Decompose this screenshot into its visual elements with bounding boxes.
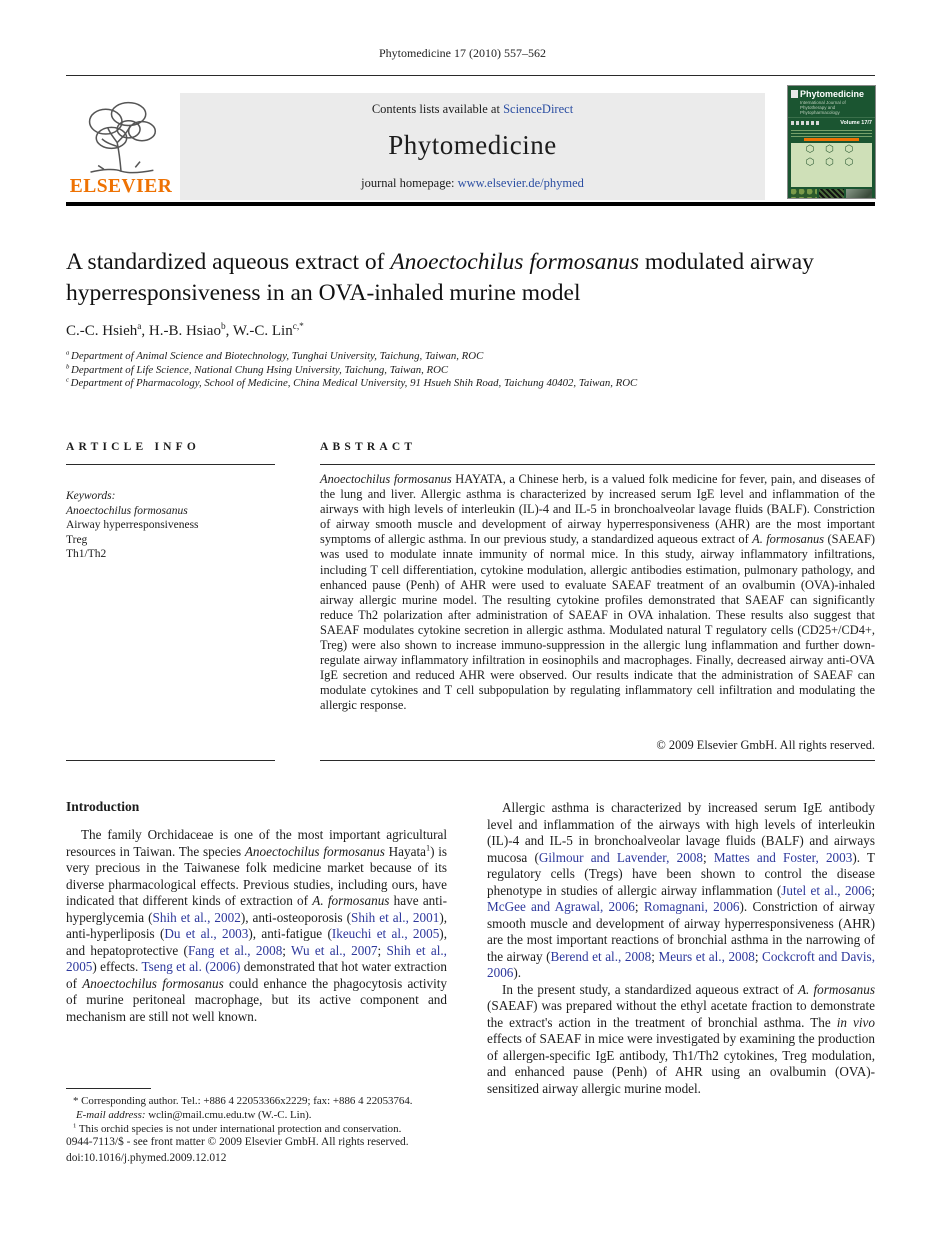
text-segment: Department of Animal Science and Biotechnology, Tunghai University, Taichung, Taiwan, ROC (71, 350, 484, 362)
cover-text-stripes (791, 129, 872, 137)
text-segment: a (66, 349, 72, 357)
cover-volume: Volume 17/7 (840, 120, 872, 126)
article-info-bottom-rule (66, 760, 275, 761)
intro-paragraph-right-1 (487, 800, 875, 982)
citation-link[interactable]: Jutel et al., 2006 (781, 882, 872, 898)
citation-link[interactable]: Shih et al., 2002 (152, 909, 241, 925)
contents-prefix: Contents lists available at (371, 102, 504, 116)
keywords-label: Keywords: (66, 490, 116, 502)
cover-chemistry-art: ⬡ ⬡ ⬡ ⬡ ⬡ ⬡ (791, 143, 872, 187)
text-segment: Allergic asthma is characterized by increased serum IgE antibody level and inflammation of the airways with high levels of interleukin (IL)-4 and IL-5 in bronchoalveolar lavage fluids (BALF) and airways mucosa ( (487, 800, 875, 865)
cover-imprint-bars (791, 121, 821, 125)
text-segment: ; (871, 882, 875, 898)
section-heading-introduction: Introduction (66, 799, 140, 814)
intro-paragraph-right-2 (487, 982, 875, 1098)
citation-link[interactable]: Shih et al., 2005 (66, 942, 447, 974)
text-segment: The family Orchidaceae is one of the most important agricultural resources in Taiwan. The species (66, 827, 447, 859)
cover-photo-specimen (846, 189, 872, 199)
text-segment: , H.-B. Hsiao (141, 323, 221, 339)
citation-link[interactable]: Gilmour and Lavender, 2008 (538, 849, 703, 865)
text-segment: Anoectochilus formosanus (244, 843, 385, 859)
journal-banner (180, 93, 765, 200)
text-segment: (SAEAF) was prepared without the ethyl acetate fraction to demonstrate the extract's action in the treatment of bronchial asthma. The (487, 998, 875, 1030)
citation-link[interactable]: Fang et al., 2008 (187, 942, 283, 958)
text-segment: Department of Pharmacology, School of Medicine, China Medical University, 91 Hsueh Shih Road, Taichung 40402, Taiwan, ROC (70, 377, 638, 389)
citation-link[interactable]: Du et al., 2003 (164, 926, 249, 941)
citation-link[interactable]: Shih et al., 2001 (351, 909, 440, 925)
text-segment: b (220, 322, 226, 332)
cover-photo-strip (791, 189, 872, 199)
elsevier-wordmark: ELSEVIER (69, 176, 173, 197)
text-segment: demonstrated that hot water extraction of (66, 959, 447, 991)
sciencedirect-link[interactable]: ScienceDirect (503, 102, 574, 116)
cover-photo-plant (791, 189, 817, 199)
text-segment: ). Constriction of airway smooth muscle and development of airway hyperresponsiveness (AHR) are the most important reactions of bronchial asthma in the narrowing of the airway ( (487, 899, 875, 964)
citation-link[interactable]: Ikeuchi et al., 2005 (331, 926, 440, 941)
running-head-citation: Phytomedicine 17 (2010) 557–562 (379, 46, 546, 60)
affiliation-c (66, 377, 846, 391)
intro-paragraph-left (66, 827, 447, 1025)
intro-right-column (487, 800, 875, 1097)
contents-line (180, 102, 765, 117)
journal-homepage-link[interactable]: www.elsevier.de/phymed (457, 176, 584, 190)
text-segment: have anti-hyperglycemia ( (66, 893, 447, 925)
text-segment: ), and hepatoprotective ( (66, 926, 447, 958)
text-segment: ; (634, 899, 644, 914)
footnotes-block (66, 1094, 486, 1136)
masthead-rule (66, 75, 875, 76)
text-segment: , W.-C. Lin (225, 323, 293, 339)
text-segment: A standardized aqueous extract of (66, 249, 391, 275)
text-segment: in vivo (836, 1014, 875, 1030)
abstract-bottom-rule (320, 760, 875, 761)
text-segment: Th1/Th2 (66, 548, 107, 560)
text-segment: (SAEAF) was used to modulate innate immunity of normal mice. In this study, airway inflammatory infiltrations, including T cell differentiation, cytokine modulation, allergic antibodies estimation, pulmonary pathology, and enhanced pause (Penh) of AHR were used to evaluate SAEAF treatment of an ovalbumin (OVA)-inhaled airway allergic murine model. The resulting cytokine profiles demonstrated that SAEAF can significantly reduce Th2 polarization after administration of SAEAF in OVA inhalation. These results also suggest that SAEAF modulates cytokine secretion in allergic asthma. Modulated natural T regulatory cells (CD25+/CD4+, Treg) were also shown to increase immuno-suppression in the allergic lung inflammation and further down-regulate airway inflammatory infiltration in eosinophils and macrophages. Finally, decreased airway anti-OVA IgE secretion and reduced AHR were observed. Our results indicate that the administration of SAEAF can modulate cytokines and T cell subpopulation by regulating inflammatory cell infiltration and modulating the allergic response. (320, 532, 875, 713)
abstract-heading: ABSTRACT (320, 441, 417, 453)
text-segment: Anoectochilus formosanus (390, 249, 640, 275)
keyword-item (66, 533, 286, 548)
abstract-rule (320, 464, 875, 465)
citation-link[interactable]: Romagnani, 2006 (643, 899, 740, 914)
journal-cover-thumbnail[interactable] (787, 85, 876, 199)
text-segment: * Corresponding author. Tel.: +886 4 22053366x2229; fax: +886 4 22053764. (73, 1095, 413, 1107)
text-segment: c,* (292, 322, 304, 332)
citation-link[interactable]: McGee and Agrawal, 2006 (487, 899, 635, 914)
text-segment: A. formosanus (752, 532, 825, 547)
text-segment: could enhance the phagocytosis activity of murine peritoneal macrophage, but its active component and mechanism are still not well known. (66, 975, 447, 1024)
text-segment: Anoectochilus formosanus (66, 504, 188, 517)
citation-link[interactable]: Meurs et al., 2008 (658, 948, 755, 964)
doi-line: doi:10.1016/j.phymed.2009.12.012 (66, 1152, 227, 1164)
cover-subtitle: International Journal of Phytotherapy and Phytopharmacology (800, 100, 846, 115)
text-segment: In the present study, a standardized aqueous extract of (502, 981, 798, 997)
cover-title: Phytomedicine (800, 89, 865, 99)
text-segment: ; (377, 942, 387, 958)
text-segment: ). (513, 965, 522, 980)
citation-link[interactable]: Cockcroft and Davis, 2006 (487, 948, 875, 980)
text-segment: ; (754, 948, 763, 964)
text-segment: a (137, 322, 142, 332)
text-segment: ; (282, 942, 292, 958)
text-segment: b (66, 362, 72, 370)
corresponding-author-footnote (66, 1094, 486, 1108)
elsevier-tree-icon (64, 95, 178, 175)
journal-title: Phytomedicine (388, 130, 557, 160)
species-footnote (66, 1122, 486, 1136)
email-footnote (66, 1108, 486, 1122)
text-segment: 1 (73, 1122, 77, 1130)
author-list (66, 323, 766, 340)
text-segment: Hayata (384, 843, 426, 859)
text-segment: modulated airway hyperresponsiveness in an OVA-inhaled murine model (66, 249, 814, 306)
citation-link[interactable]: Tseng et al. (2006) (141, 959, 241, 974)
copyright-line: © 2009 Elsevier GmbH. All rights reserved. (656, 738, 875, 752)
text-segment: This orchid species is not under international protection and conservation. (76, 1123, 402, 1135)
keyword-item (66, 547, 286, 562)
text-segment: ; (702, 849, 714, 865)
email-link[interactable]: wclin@mail.cmu.edu.tw (148, 1109, 256, 1121)
article-info-heading: ARTICLE INFO (66, 441, 201, 453)
cover-orange-rule (804, 138, 859, 141)
text-segment: ; (651, 948, 659, 964)
cover-photo-micrograph (819, 189, 845, 199)
text-segment: C.-C. Hsieh (66, 323, 138, 339)
text-segment: ) is very precious in the Taiwanese folk medicine market because of its diverse pharmacological effects. Previous studies, including ours, have indicated that different kinds of extraction of (66, 843, 448, 908)
keyword-item (66, 504, 286, 519)
text-segment: effects of SAEAF in mice were investigated by examining the production of allergen-specific IgE antibody, Th1/Th2 cytokines, Treg modulation, and enhanced pause (Penh) of AHR using an ovalbumin (OVA)-sensitized airway allergic murine model. (487, 1031, 875, 1096)
text-segment: Department of Life Science, National Chung Hsing University, Taichung, Taiwan, ROC (71, 363, 449, 376)
homepage-line (180, 176, 765, 191)
keywords-block (66, 489, 286, 562)
keyword-item (66, 518, 286, 533)
text-segment: HAYATA, a Chinese herb, is a valued folk medicine for fever, pain, and diseases of the lung and liver. Allergic asthma is characterized by increased serum IgE level and inflammation of the airways with high levels of interleukin (IL)-4 and IL-5 in bronchoalveolar lavage fluids (BALF). Constriction of airway smooth muscle and development of airway hyperresponsiveness (AHR) are the most important symptoms of allergic asthma. In our previous study, a standardized aqueous extract of (320, 472, 875, 547)
text-segment: ), anti-osteoporosis ( (240, 909, 352, 925)
abstract-text (320, 472, 875, 714)
cover-publisher-mark-icon (791, 90, 798, 98)
text-segment: E-mail address: (76, 1109, 149, 1121)
text-segment: (W.-C. Lin). (255, 1109, 312, 1121)
affiliation-b (66, 364, 846, 378)
footnote-rule (66, 1088, 151, 1089)
text-segment: ) effects. (92, 959, 142, 974)
article-title (66, 247, 856, 309)
homepage-prefix: journal homepage: (361, 176, 458, 190)
text-segment: ). T regulatory cells (Tregs) have been shown to control the disease phenotype in studies of allergic airway inflammation ( (487, 849, 875, 898)
banner-bottom-bar (66, 202, 875, 206)
elsevier-logo[interactable] (64, 95, 178, 199)
citation-link[interactable]: Mattes and Foster, 2003 (713, 849, 853, 865)
citation-link[interactable]: Wu et al., 2007 (291, 942, 378, 958)
affiliation-a (66, 350, 846, 364)
text-segment: 1 (425, 843, 431, 853)
text-segment: Anoectochilus formosanus (82, 975, 224, 991)
text-segment: A. formosanus (312, 893, 390, 908)
text-segment: c (66, 376, 71, 384)
text-segment: A. formosanus (797, 981, 876, 997)
text-segment: ), anti-fatigue ( (248, 926, 332, 941)
citation-link[interactable]: Berend et al., 2008 (550, 948, 652, 964)
text-segment: ), anti-hyperliposis ( (66, 909, 448, 941)
affiliations (66, 350, 846, 391)
text-segment: Anoectochilus formosanus (320, 472, 452, 486)
issn-copyright-line: 0944-7113/$ - see front matter © 2009 Elsevier GmbH. All rights reserved. (66, 1136, 409, 1148)
text-segment: Airway hyperresponsiveness (66, 519, 199, 531)
text-segment: Treg (66, 533, 88, 546)
article-info-rule (66, 464, 275, 465)
